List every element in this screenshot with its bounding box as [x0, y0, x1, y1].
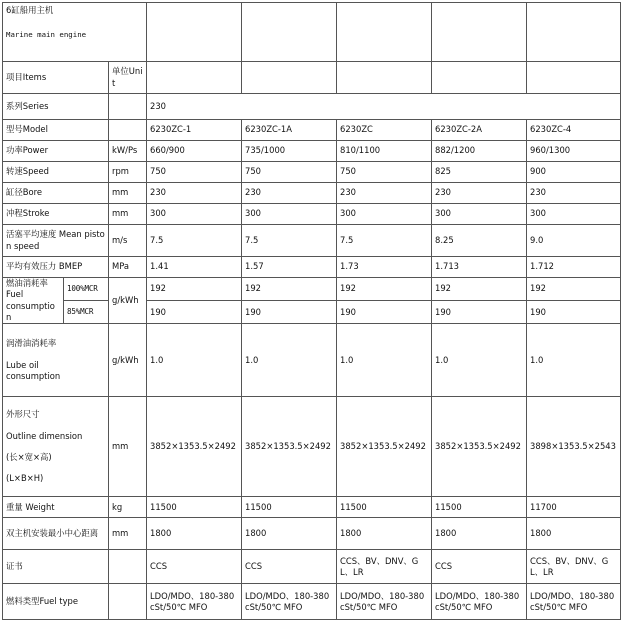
fuel-consumption-row-85 [3, 301, 621, 324]
items-header: 项目Items [3, 62, 109, 94]
bore-row [3, 183, 621, 204]
value-cell: 660/900 [147, 141, 242, 162]
engine-spec-table [2, 2, 621, 620]
value-cell: 1800 [527, 518, 621, 550]
empty-cell [337, 3, 432, 62]
value-cell: 11500 [147, 497, 242, 518]
lube-label-en2: consumption [6, 371, 61, 382]
title-row [3, 3, 621, 62]
value-cell: 230 [147, 183, 242, 204]
unit-cell: MPa [109, 257, 147, 278]
value-cell: 230 [242, 183, 337, 204]
value-cell: 1.73 [337, 257, 432, 278]
value-cell: 750 [147, 162, 242, 183]
row-label: 冲程Stroke [3, 204, 109, 225]
outline-label-l2: (L×B×H) [6, 473, 44, 484]
value-cell: 3852×1353.5×2492 [147, 397, 242, 497]
unit-cell [109, 550, 147, 584]
row-label: 转速Speed [3, 162, 109, 183]
value-cell: 11700 [527, 497, 621, 518]
row-label: 系列Series [3, 94, 109, 120]
value-cell: 190 [337, 301, 432, 324]
value-cell: 825 [432, 162, 527, 183]
value-cell: 750 [337, 162, 432, 183]
value-cell: 192 [337, 278, 432, 301]
value-cell: LDO/MDO、180-380cSt/50℃ MFO [337, 584, 432, 620]
value-cell: CCS [432, 550, 527, 584]
fuel-consumption-label [3, 278, 64, 324]
bmep-row [3, 257, 621, 278]
outline-label-cn: 外形尺寸 [6, 409, 40, 420]
value-cell: 8.25 [432, 225, 527, 257]
value-cell: 192 [147, 278, 242, 301]
model-cell: 6230ZC-1A [242, 120, 337, 141]
value-cell: 11500 [337, 497, 432, 518]
value-cell: 192 [527, 278, 621, 301]
row-label: 燃料类型Fuel type [3, 584, 109, 620]
value-cell: 3852×1353.5×2492 [337, 397, 432, 497]
empty-cell [242, 3, 337, 62]
row-label: 功率Power [3, 141, 109, 162]
value-cell: 11500 [242, 497, 337, 518]
value-cell: 300 [147, 204, 242, 225]
unit-cell: g/kWh [109, 278, 147, 324]
empty-cell [432, 62, 527, 94]
value-cell: 1.713 [432, 257, 527, 278]
unit-cell [109, 120, 147, 141]
row-label: 重量 Weight [3, 497, 109, 518]
title-cell [3, 3, 147, 62]
fuel-label-cn: 燃油消耗率 [6, 278, 48, 288]
model-cell: 6230ZC-1 [147, 120, 242, 141]
lube-oil-row [3, 324, 621, 397]
empty-cell [432, 3, 527, 62]
outline-label-en: Outline dimension [6, 430, 83, 441]
value-cell: 750 [242, 162, 337, 183]
outline-row [3, 397, 621, 497]
value-cell: 230 [432, 183, 527, 204]
value-cell: 190 [432, 301, 527, 324]
value-cell: 1.57 [242, 257, 337, 278]
twin-engine-row [3, 518, 621, 550]
value-cell: LDO/MDO、180-380cSt/50℃ MFO [147, 584, 242, 620]
unit-cell: mm [109, 204, 147, 225]
row-label: 型号Model [3, 120, 109, 141]
value-cell: 190 [242, 301, 337, 324]
value-cell: 230 [527, 183, 621, 204]
value-cell: 192 [432, 278, 527, 301]
series-row [3, 94, 621, 120]
stroke-row [3, 204, 621, 225]
lube-label-en1: Lube oil [6, 359, 39, 370]
value-cell: 900 [527, 162, 621, 183]
power-row [3, 141, 621, 162]
unit-cell: mm [109, 183, 147, 204]
value-cell: 230 [337, 183, 432, 204]
value-cell: 7.5 [147, 225, 242, 257]
model-row [3, 120, 621, 141]
value-cell: 190 [527, 301, 621, 324]
unit-cell: kW/Ps [109, 141, 147, 162]
value-cell: 300 [527, 204, 621, 225]
value-cell: LDO/MDO、180-380cSt/50℃ MFO [527, 584, 621, 620]
unit-cell [109, 584, 147, 620]
fuel-consumption-row-100 [3, 278, 621, 301]
outline-label [3, 397, 109, 497]
value-cell: 1800 [432, 518, 527, 550]
fuel-label-en1: Fuel [6, 289, 24, 300]
value-cell: 1800 [242, 518, 337, 550]
series-value: 230 [147, 94, 621, 120]
load-label-100: 100%MCR [64, 278, 109, 301]
lube-label-cn: 润滑油消耗率 [6, 338, 57, 349]
piston-speed-row [3, 225, 621, 257]
weight-row [3, 497, 621, 518]
value-cell: 11500 [432, 497, 527, 518]
empty-cell [337, 62, 432, 94]
value-cell: 300 [242, 204, 337, 225]
row-label: 平均有效压力 BMEP [3, 257, 109, 278]
value-cell: 3852×1353.5×2492 [242, 397, 337, 497]
empty-cell [242, 62, 337, 94]
value-cell: 3898×1353.5×2543 [527, 397, 621, 497]
value-cell: 1800 [337, 518, 432, 550]
row-label: 双主机安装最小中心距离 [3, 518, 109, 550]
unit-header: 单位Unit [109, 62, 147, 94]
value-cell: CCS [242, 550, 337, 584]
title-cn: 6缸船用主机 [6, 5, 54, 15]
row-label: 证书 [3, 550, 109, 584]
title-en: Marine main engine [6, 30, 87, 40]
empty-cell [527, 3, 621, 62]
value-cell: 810/1100 [337, 141, 432, 162]
value-cell: 1800 [147, 518, 242, 550]
unit-cell: m/s [109, 225, 147, 257]
unit-cell: kg [109, 497, 147, 518]
value-cell: 1.0 [242, 324, 337, 397]
value-cell: 7.5 [242, 225, 337, 257]
value-cell: 192 [242, 278, 337, 301]
lube-oil-label [3, 324, 109, 397]
value-cell: CCS、BV、DNV、GL、LR [527, 550, 621, 584]
value-cell: 1.0 [527, 324, 621, 397]
fuel-type-row [3, 584, 621, 620]
value-cell: 1.41 [147, 257, 242, 278]
value-cell: LDO/MDO、180-380cSt/50℃ MFO [432, 584, 527, 620]
model-cell: 6230ZC [337, 120, 432, 141]
load-label-85: 85%MCR [64, 301, 109, 324]
value-cell: 7.5 [337, 225, 432, 257]
value-cell: CCS、BV、DNV、GL、LR [337, 550, 432, 584]
unit-cell: g/kWh [109, 324, 147, 397]
model-cell: 6230ZC-4 [527, 120, 621, 141]
empty-cell [527, 62, 621, 94]
speed-row [3, 162, 621, 183]
value-cell: 190 [147, 301, 242, 324]
value-cell: 1.0 [147, 324, 242, 397]
unit-cell: rpm [109, 162, 147, 183]
empty-cell [147, 3, 242, 62]
fuel-label-en2: consumption [6, 300, 55, 323]
value-cell: LDO/MDO、180-380cSt/50℃ MFO [242, 584, 337, 620]
value-cell: 960/1300 [527, 141, 621, 162]
row-label: 活塞平均速度 Mean piston speed [3, 225, 109, 257]
value-cell: 1.712 [527, 257, 621, 278]
certificate-row [3, 550, 621, 584]
empty-cell [147, 62, 242, 94]
unit-cell: mm [109, 518, 147, 550]
unit-cell: mm [109, 397, 147, 497]
value-cell: 3852×1353.5×2492 [432, 397, 527, 497]
value-cell: 300 [337, 204, 432, 225]
value-cell: CCS [147, 550, 242, 584]
model-cell: 6230ZC-2A [432, 120, 527, 141]
header-row [3, 62, 621, 94]
row-label: 缸径Bore [3, 183, 109, 204]
outline-label-l1: (长×宽×高) [6, 451, 52, 462]
value-cell: 882/1200 [432, 141, 527, 162]
unit-cell [109, 94, 147, 120]
value-cell: 1.0 [337, 324, 432, 397]
value-cell: 9.0 [527, 225, 621, 257]
value-cell: 300 [432, 204, 527, 225]
value-cell: 735/1000 [242, 141, 337, 162]
value-cell: 1.0 [432, 324, 527, 397]
